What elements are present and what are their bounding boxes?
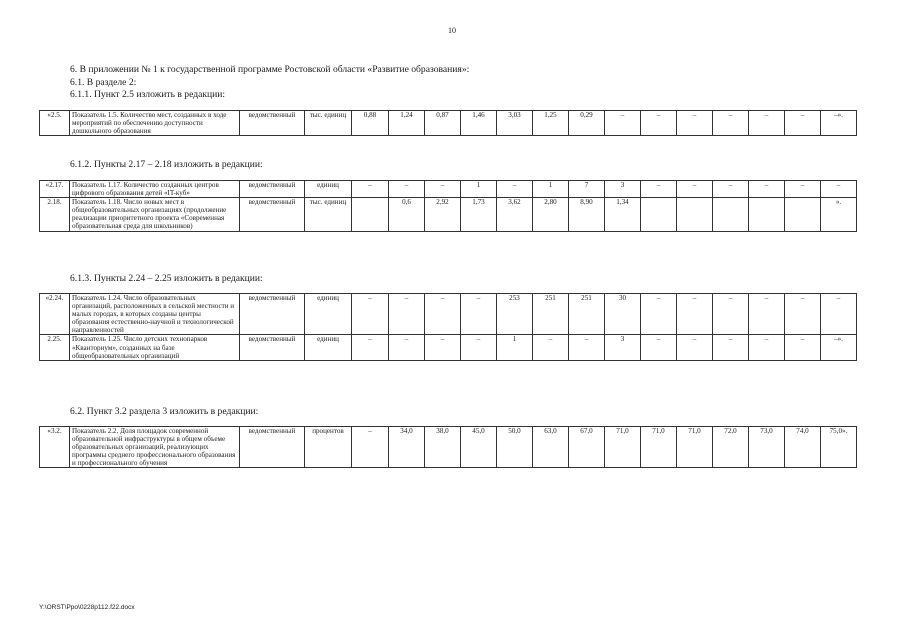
value-cell: – (785, 294, 821, 335)
indicator-name: Показатель 1.24. Число образовательных организаций, расположенных в сельской местности и малых городах, в которых созданы центры образования естественно-научной и технологической направленностей (70, 294, 240, 335)
value-cell: – (389, 335, 425, 360)
value-cell: – (389, 181, 425, 198)
file-path-footer: Y:\ORST\Ppo\0228p112.f22.docx (39, 604, 135, 611)
value-cell: – (749, 294, 785, 335)
value-cell: 1 (497, 335, 533, 360)
indicator-table-2-17 (39, 180, 857, 232)
value-cell: 1,25 (533, 111, 569, 136)
table-row (40, 335, 857, 360)
value-cell: 74,0 (785, 427, 821, 468)
paragraph-6: 6. В приложении № 1 к государственной программе Ростовской области «Развитие образования»: (70, 64, 470, 75)
value-cell: 253 (497, 294, 533, 335)
indicator-unit: единиц (305, 335, 352, 360)
value-cell: –». (821, 335, 857, 360)
value-cell: 251 (569, 294, 605, 335)
value-cell (677, 198, 713, 231)
value-cell: 3,03 (497, 111, 533, 136)
value-cell: – (569, 335, 605, 360)
value-cell: 34,0 (389, 427, 425, 468)
value-cell: – (677, 181, 713, 198)
value-cell: 1,34 (605, 198, 641, 231)
value-cell: 2,80 (533, 198, 569, 231)
indicator-table-3-2 (39, 426, 857, 468)
indicator-unit: тыс. единиц (305, 111, 352, 136)
value-cell: – (713, 181, 749, 198)
value-cell: – (713, 335, 749, 360)
value-cell: 2,92 (425, 198, 461, 231)
value-cell: – (785, 335, 821, 360)
value-cell: 75,0». (821, 427, 857, 468)
value-cell: 8,90 (569, 198, 605, 231)
value-cell: – (749, 111, 785, 136)
row-number: «2.24. (40, 294, 70, 335)
indicator-name: Показатель 1.5. Количество мест, созданных в ходе мероприятий по обеспечению доступности дошкольного образования (70, 111, 240, 136)
value-cell: 0,88 (352, 111, 389, 136)
value-cell: – (425, 181, 461, 198)
table-row (40, 111, 857, 136)
value-cell: – (641, 111, 677, 136)
row-number: «3.2. (40, 427, 70, 468)
value-cell: – (821, 294, 857, 335)
indicator-unit: процентов (305, 427, 352, 468)
value-cell: 67,0 (569, 427, 605, 468)
value-cell (785, 198, 821, 231)
value-cell: – (641, 294, 677, 335)
page-number: 10 (448, 26, 456, 35)
value-cell (352, 198, 389, 231)
value-cell: – (821, 181, 857, 198)
row-number: 2.25. (40, 335, 70, 360)
value-cell (641, 198, 677, 231)
value-cell: – (389, 294, 425, 335)
value-cell: – (352, 427, 389, 468)
value-cell: – (785, 111, 821, 136)
value-cell: 50,0 (497, 427, 533, 468)
paragraph-6-1-1: 6.1.1. Пункт 2.5 изложить в редакции: (70, 89, 226, 100)
value-cell: 72,0 (713, 427, 749, 468)
row-number: 2.18. (40, 198, 70, 231)
value-cell: 63,0 (533, 427, 569, 468)
value-cell: 45,0 (461, 427, 497, 468)
value-cell: 3,62 (497, 198, 533, 231)
value-cell: 3 (605, 335, 641, 360)
value-cell: – (352, 335, 389, 360)
value-cell: – (749, 181, 785, 198)
paragraph-6-2: 6.2. Пункт 3.2 раздела 3 изложить в редакции: (70, 406, 259, 417)
value-cell: 1,73 (461, 198, 497, 231)
value-cell: 1,46 (461, 111, 497, 136)
value-cell: – (713, 111, 749, 136)
table-row (40, 294, 857, 335)
value-cell: 0,6 (389, 198, 425, 231)
value-cell: 1 (461, 181, 497, 198)
indicator-name: Показатель 1.18. Число новых мест в общеобразовательных организациях (продолжение реализации приоритетного проекта «Современная образовательная среда для школьников) (70, 198, 240, 231)
value-cell: – (677, 335, 713, 360)
value-cell: – (425, 294, 461, 335)
value-cell: – (713, 294, 749, 335)
value-cell: 1 (533, 181, 569, 198)
value-cell: – (352, 294, 389, 335)
indicator-table-2-24 (39, 293, 857, 361)
value-cell: 71,0 (605, 427, 641, 468)
value-cell: – (641, 335, 677, 360)
value-cell: – (785, 181, 821, 198)
indicator-type: ведомственный (240, 198, 305, 231)
value-cell: – (425, 335, 461, 360)
indicator-type: ведомственный (240, 427, 305, 468)
value-cell: – (605, 111, 641, 136)
indicator-type: ведомственный (240, 111, 305, 136)
value-cell: 0,87 (425, 111, 461, 136)
value-cell: – (677, 111, 713, 136)
value-cell: 1,24 (389, 111, 425, 136)
paragraph-6-1: 6.1. В разделе 2: (70, 77, 137, 88)
value-cell (713, 198, 749, 231)
indicator-name: Показатель 2.2. Доля площадок современной образовательной инфраструктуры в общем объеме образовательных организаций, реализующих программы среднего профессионального образования и профессионального обучения (70, 427, 240, 468)
row-number: «2.5. (40, 111, 70, 136)
value-cell: 71,0 (641, 427, 677, 468)
indicator-type: ведомственный (240, 335, 305, 360)
paragraph-6-1-3: 6.1.3. Пункты 2.24 – 2.25 изложить в редакции: (70, 273, 263, 284)
value-cell: ». (821, 198, 857, 231)
value-cell: – (749, 335, 785, 360)
value-cell: 30 (605, 294, 641, 335)
value-cell: – (677, 294, 713, 335)
value-cell (749, 198, 785, 231)
value-cell: – (641, 181, 677, 198)
indicator-name: Показатель 1.25. Число детских технопарков «Кванториум», созданных на базе общеобразовательных организаций (70, 335, 240, 360)
value-cell: 251 (533, 294, 569, 335)
indicator-table-2-5 (39, 110, 857, 136)
indicator-unit: единиц (305, 294, 352, 335)
table-row (40, 181, 857, 198)
indicator-unit: единиц (305, 181, 352, 198)
indicator-unit: тыс. единиц (305, 198, 352, 231)
value-cell: 0,29 (569, 111, 605, 136)
indicator-type: ведомственный (240, 294, 305, 335)
table-row (40, 198, 857, 231)
value-cell: – (461, 335, 497, 360)
value-cell: – (461, 294, 497, 335)
value-cell: – (533, 335, 569, 360)
value-cell: 73,0 (749, 427, 785, 468)
value-cell: –». (821, 111, 857, 136)
indicator-type: ведомственный (240, 181, 305, 198)
value-cell: 38,0 (425, 427, 461, 468)
value-cell: 7 (569, 181, 605, 198)
paragraph-6-1-2: 6.1.2. Пункты 2.17 – 2.18 изложить в редакции: (70, 159, 263, 170)
row-number: «2.17. (40, 181, 70, 198)
value-cell: – (352, 181, 389, 198)
value-cell: – (497, 181, 533, 198)
value-cell: 3 (605, 181, 641, 198)
indicator-name: Показатель 1.17. Количество созданных центров цифрового образования детей «IT-куб» (70, 181, 240, 198)
value-cell: 71,0 (677, 427, 713, 468)
table-row (40, 427, 857, 468)
